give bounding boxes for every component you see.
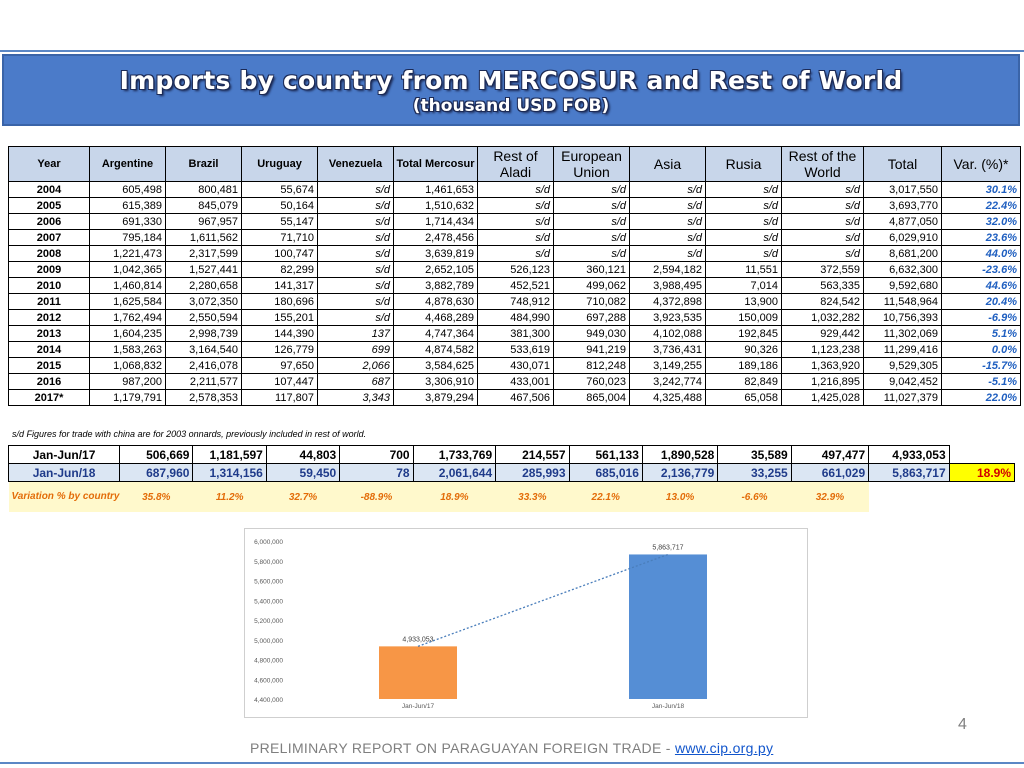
value-cell: 11,027,379 [864, 390, 942, 406]
x-tick-label: Jan-Jun/18 [651, 703, 685, 710]
value-cell: s/d [318, 262, 394, 278]
bar [629, 554, 707, 699]
value-cell: 1,221,473 [90, 246, 166, 262]
variation-cell: -6.9% [942, 310, 1021, 326]
value-cell: 82,299 [242, 262, 318, 278]
value-cell: s/d [554, 198, 630, 214]
year-cell: 2004 [9, 182, 90, 198]
value-cell: 6,029,910 [864, 230, 942, 246]
value-cell: 452,521 [478, 278, 554, 294]
col-header-argentine: Argentine [90, 147, 166, 182]
value-cell: 35,589 [718, 446, 791, 464]
variation-cell: 13.0% [642, 482, 717, 513]
value-cell: 4,747,364 [394, 326, 478, 342]
col-header-venezuela: Venezuela [318, 147, 394, 182]
col-header-total-mercosur: Total Mercosur [394, 147, 478, 182]
value-cell: 2,317,599 [166, 246, 242, 262]
variation-cell: 22.1% [569, 482, 642, 513]
variation-cell: -5.1% [942, 374, 1021, 390]
value-cell: s/d [554, 182, 630, 198]
year-cell: 2013 [9, 326, 90, 342]
value-cell: 4,468,289 [394, 310, 478, 326]
value-cell: 967,957 [166, 214, 242, 230]
halfyear-table-body [9, 446, 1015, 513]
table-row [9, 342, 1021, 358]
col-header-european-union: European Union [554, 147, 630, 182]
value-cell: s/d [318, 198, 394, 214]
value-cell: s/d [318, 214, 394, 230]
value-cell: s/d [706, 214, 782, 230]
value-cell: 941,219 [554, 342, 630, 358]
col-header-year: Year [9, 147, 90, 182]
year-cell: 2005 [9, 198, 90, 214]
value-cell: s/d [630, 246, 706, 262]
value-cell: 360,121 [554, 262, 630, 278]
value-cell: 9,592,680 [864, 278, 942, 294]
variation-label: Variation % by country [9, 482, 120, 513]
value-cell: 97,650 [242, 358, 318, 374]
value-cell: 59,450 [266, 464, 339, 482]
value-cell: 9,529,305 [864, 358, 942, 374]
col-header-rest-of-world: Rest of the World [782, 147, 864, 182]
empty-cell [949, 446, 1014, 464]
year-cell: 2012 [9, 310, 90, 326]
total-variation-cell: 18.9% [949, 464, 1014, 482]
value-cell: 699 [318, 342, 394, 358]
value-cell: 949,030 [554, 326, 630, 342]
value-cell: 1,762,494 [90, 310, 166, 326]
value-cell: 5,863,717 [869, 464, 950, 482]
value-cell: s/d [554, 230, 630, 246]
value-cell: 3,242,774 [630, 374, 706, 390]
table-row [9, 182, 1021, 198]
variation-row [9, 482, 1015, 513]
value-cell: 1,460,814 [90, 278, 166, 294]
empty-cell [949, 482, 1014, 513]
period-cell: Jan-Jun/17 [9, 446, 120, 464]
value-cell: s/d [630, 214, 706, 230]
value-cell: 50,164 [242, 198, 318, 214]
value-cell: 4,878,630 [394, 294, 478, 310]
chart-canvas [245, 529, 807, 717]
value-cell: s/d [478, 246, 554, 262]
value-cell: 8,681,200 [864, 246, 942, 262]
value-cell: 760,023 [554, 374, 630, 390]
value-cell: 1,042,365 [90, 262, 166, 278]
value-cell: 11,299,416 [864, 342, 942, 358]
table-note: s/d Figures for trade with china are for 2003 onnards, previously included in rest of world. [12, 429, 367, 439]
variation-cell: 44.0% [942, 246, 1021, 262]
year-cell: 2007 [9, 230, 90, 246]
value-cell: s/d [318, 278, 394, 294]
imports-table [8, 146, 1021, 406]
data-label: 4,933,053 [402, 636, 434, 644]
value-cell: 3,923,535 [630, 310, 706, 326]
halfyear-row [9, 464, 1015, 482]
variation-cell: 22.4% [942, 198, 1021, 214]
value-cell: 3,584,625 [394, 358, 478, 374]
value-cell: 691,330 [90, 214, 166, 230]
value-cell: s/d [478, 198, 554, 214]
value-cell: 430,071 [478, 358, 554, 374]
value-cell: 141,317 [242, 278, 318, 294]
title-banner [2, 54, 1020, 126]
value-cell: s/d [630, 230, 706, 246]
value-cell: 1,216,895 [782, 374, 864, 390]
value-cell: 117,807 [242, 390, 318, 406]
x-tick-label: Jan-Jun/17 [401, 703, 435, 710]
value-cell: s/d [318, 246, 394, 262]
variation-cell: 44.6% [942, 278, 1021, 294]
value-cell: 100,747 [242, 246, 318, 262]
variation-cell: -23.6% [942, 262, 1021, 278]
variation-cell: 32.7% [266, 482, 339, 513]
value-cell: 2,211,577 [166, 374, 242, 390]
value-cell: 1,604,235 [90, 326, 166, 342]
bottom-rule [0, 762, 1024, 764]
table-row [9, 310, 1021, 326]
table-header-row [9, 147, 1021, 182]
table-row [9, 358, 1021, 374]
table-row [9, 278, 1021, 294]
variation-cell: 20.4% [942, 294, 1021, 310]
col-header-rusia: Rusia [706, 147, 782, 182]
empty-cell [869, 482, 950, 513]
value-cell: 155,201 [242, 310, 318, 326]
value-cell: 55,674 [242, 182, 318, 198]
col-header-rest-of-aladi: Rest of Aladi [478, 147, 554, 182]
value-cell: 661,029 [791, 464, 868, 482]
value-cell: 800,481 [166, 182, 242, 198]
value-cell: 1,625,584 [90, 294, 166, 310]
table-row [9, 294, 1021, 310]
year-cell: 2009 [9, 262, 90, 278]
value-cell: 3,736,431 [630, 342, 706, 358]
value-cell: 3,306,910 [394, 374, 478, 390]
value-cell: 2,416,078 [166, 358, 242, 374]
year-cell: 2011 [9, 294, 90, 310]
imports-table-body [9, 182, 1021, 406]
col-header-asia: Asia [630, 147, 706, 182]
value-cell: 1,123,238 [782, 342, 864, 358]
value-cell: 845,079 [166, 198, 242, 214]
year-cell: 2008 [9, 246, 90, 262]
value-cell: 189,186 [706, 358, 782, 374]
value-cell: s/d [782, 230, 864, 246]
value-cell: 1,032,282 [782, 310, 864, 326]
value-cell: 687,960 [120, 464, 193, 482]
value-cell: 2,998,739 [166, 326, 242, 342]
value-cell: 11,551 [706, 262, 782, 278]
footer-link[interactable]: www.cip.org.py [674, 740, 774, 756]
top-rule [0, 50, 1024, 52]
y-tick-label: 5,800,000 [254, 558, 283, 566]
value-cell: 4,877,050 [864, 214, 942, 230]
value-cell: 1,179,791 [90, 390, 166, 406]
value-cell: 433,001 [478, 374, 554, 390]
table-row [9, 374, 1021, 390]
variation-cell: 32.9% [791, 482, 868, 513]
value-cell: 126,779 [242, 342, 318, 358]
value-cell: s/d [706, 182, 782, 198]
value-cell: 795,184 [90, 230, 166, 246]
y-tick-label: 4,400,000 [254, 697, 283, 704]
value-cell: 150,009 [706, 310, 782, 326]
value-cell: 748,912 [478, 294, 554, 310]
value-cell: 685,016 [569, 464, 642, 482]
page-number: 4 [958, 716, 967, 733]
variation-cell: 18.9% [413, 482, 496, 513]
period-cell: Jan-Jun/18 [9, 464, 120, 482]
value-cell: 1,527,441 [166, 262, 242, 278]
variation-cell: 23.6% [942, 230, 1021, 246]
table-row [9, 214, 1021, 230]
halfyear-row [9, 446, 1015, 464]
table-row [9, 246, 1021, 262]
value-cell: 144,390 [242, 326, 318, 342]
value-cell: s/d [478, 230, 554, 246]
table-row [9, 198, 1021, 214]
col-header-variation: Var. (%)* [942, 147, 1021, 182]
value-cell: 180,696 [242, 294, 318, 310]
y-tick-label: 5,000,000 [254, 637, 283, 645]
y-tick-label: 4,600,000 [254, 677, 283, 685]
variation-cell: 22.0% [942, 390, 1021, 406]
value-cell: 11,302,069 [864, 326, 942, 342]
year-cell: 2016 [9, 374, 90, 390]
value-cell: 33,255 [718, 464, 791, 482]
value-cell: s/d [478, 214, 554, 230]
footer [250, 740, 773, 756]
value-cell: s/d [554, 214, 630, 230]
value-cell: 2,066 [318, 358, 394, 374]
value-cell: 4,372,898 [630, 294, 706, 310]
value-cell: 2,594,182 [630, 262, 706, 278]
value-cell: 2,578,353 [166, 390, 242, 406]
value-cell: 4,325,488 [630, 390, 706, 406]
value-cell: 10,756,393 [864, 310, 942, 326]
value-cell: s/d [630, 182, 706, 198]
value-cell: s/d [782, 214, 864, 230]
value-cell: 3,639,819 [394, 246, 478, 262]
variation-cell: -15.7% [942, 358, 1021, 374]
value-cell: 1,890,528 [642, 446, 717, 464]
variation-cell: 35.8% [120, 482, 193, 513]
value-cell: 44,803 [266, 446, 339, 464]
year-cell: 2010 [9, 278, 90, 294]
value-cell: 107,447 [242, 374, 318, 390]
value-cell: 11,548,964 [864, 294, 942, 310]
value-cell: s/d [706, 246, 782, 262]
value-cell: 1,583,263 [90, 342, 166, 358]
value-cell: 2,478,456 [394, 230, 478, 246]
table-row [9, 230, 1021, 246]
value-cell: 65,058 [706, 390, 782, 406]
value-cell: 78 [340, 464, 413, 482]
value-cell: 9,042,452 [864, 374, 942, 390]
value-cell: 285,993 [496, 464, 569, 482]
bar [379, 646, 457, 699]
year-cell: 2014 [9, 342, 90, 358]
slide-subtitle: (thousand USD FOB) [412, 96, 610, 116]
value-cell: 13,900 [706, 294, 782, 310]
value-cell: 929,442 [782, 326, 864, 342]
value-cell: 192,845 [706, 326, 782, 342]
value-cell: 1,425,028 [782, 390, 864, 406]
value-cell: 3,164,540 [166, 342, 242, 358]
variation-cell: -6.6% [718, 482, 791, 513]
y-tick-label: 5,600,000 [254, 578, 283, 586]
value-cell: 137 [318, 326, 394, 342]
value-cell: 3,693,770 [864, 198, 942, 214]
value-cell: 90,326 [706, 342, 782, 358]
value-cell: 812,248 [554, 358, 630, 374]
halfyear-table [8, 445, 1015, 512]
value-cell: s/d [478, 182, 554, 198]
value-cell: 700 [340, 446, 413, 464]
value-cell: 1,510,632 [394, 198, 478, 214]
value-cell: 7,014 [706, 278, 782, 294]
col-header-brazil: Brazil [166, 147, 242, 182]
value-cell: s/d [318, 182, 394, 198]
value-cell: s/d [318, 310, 394, 326]
year-cell: 2015 [9, 358, 90, 374]
value-cell: 499,062 [554, 278, 630, 294]
value-cell: 3,149,255 [630, 358, 706, 374]
value-cell: 1,733,769 [413, 446, 496, 464]
value-cell: 1,714,434 [394, 214, 478, 230]
value-cell: 2,652,105 [394, 262, 478, 278]
value-cell: 214,557 [496, 446, 569, 464]
footer-text: PRELIMINARY REPORT ON PARAGUAYAN FOREIGN TRADE - [250, 740, 675, 756]
table-row [9, 390, 1021, 406]
value-cell: 824,542 [782, 294, 864, 310]
value-cell: s/d [318, 230, 394, 246]
variation-cell: -88.9% [340, 482, 413, 513]
value-cell: s/d [554, 246, 630, 262]
value-cell: 2,061,644 [413, 464, 496, 482]
value-cell: 3,882,789 [394, 278, 478, 294]
y-tick-label: 5,200,000 [254, 618, 283, 625]
value-cell: s/d [706, 230, 782, 246]
col-header-uruguay: Uruguay [242, 147, 318, 182]
value-cell: 372,559 [782, 262, 864, 278]
value-cell: 605,498 [90, 182, 166, 198]
value-cell: 710,082 [554, 294, 630, 310]
value-cell: 3,072,350 [166, 294, 242, 310]
value-cell: 6,632,300 [864, 262, 942, 278]
value-cell: 865,004 [554, 390, 630, 406]
value-cell: 563,335 [782, 278, 864, 294]
value-cell: s/d [782, 198, 864, 214]
value-cell: s/d [706, 198, 782, 214]
value-cell: 82,849 [706, 374, 782, 390]
value-cell: 4,102,088 [630, 326, 706, 342]
value-cell: 484,990 [478, 310, 554, 326]
year-cell: 2006 [9, 214, 90, 230]
value-cell: 1,181,597 [193, 446, 266, 464]
col-header-total: Total [864, 147, 942, 182]
table-row [9, 326, 1021, 342]
value-cell: 4,874,582 [394, 342, 478, 358]
value-cell: 526,123 [478, 262, 554, 278]
value-cell: 506,669 [120, 446, 193, 464]
value-cell: 467,506 [478, 390, 554, 406]
value-cell: 1,314,156 [193, 464, 266, 482]
value-cell: 2,280,658 [166, 278, 242, 294]
value-cell: 497,477 [791, 446, 868, 464]
table-row [9, 262, 1021, 278]
value-cell: 3,988,495 [630, 278, 706, 294]
value-cell: s/d [782, 246, 864, 262]
value-cell: 381,300 [478, 326, 554, 342]
value-cell: 1,363,920 [782, 358, 864, 374]
data-label: 5,863,717 [652, 544, 684, 552]
value-cell: s/d [782, 182, 864, 198]
variation-cell: 11.2% [193, 482, 266, 513]
value-cell: 71,710 [242, 230, 318, 246]
value-cell: 3,879,294 [394, 390, 478, 406]
value-cell: 687 [318, 374, 394, 390]
value-cell: 2,550,594 [166, 310, 242, 326]
variation-cell: 30.1% [942, 182, 1021, 198]
y-tick-label: 4,800,000 [254, 657, 283, 665]
year-cell: 2017* [9, 390, 90, 406]
value-cell: s/d [318, 294, 394, 310]
value-cell: s/d [630, 198, 706, 214]
value-cell: 2,136,779 [642, 464, 717, 482]
value-cell: 55,147 [242, 214, 318, 230]
variation-cell: 33.3% [496, 482, 569, 513]
value-cell: 987,200 [90, 374, 166, 390]
variation-cell: 32.0% [942, 214, 1021, 230]
halfyear-bar-chart [244, 528, 808, 718]
value-cell: 3,017,550 [864, 182, 942, 198]
value-cell: 1,461,653 [394, 182, 478, 198]
value-cell: 533,619 [478, 342, 554, 358]
value-cell: 615,389 [90, 198, 166, 214]
variation-cell: 5.1% [942, 326, 1021, 342]
value-cell: 697,288 [554, 310, 630, 326]
y-tick-label: 5,400,000 [254, 598, 283, 606]
value-cell: 1,611,562 [166, 230, 242, 246]
y-tick-label: 6,000,000 [254, 539, 283, 546]
variation-cell: 0.0% [942, 342, 1021, 358]
value-cell: 3,343 [318, 390, 394, 406]
value-cell: 4,933,053 [869, 446, 950, 464]
value-cell: 561,133 [569, 446, 642, 464]
slide-title: Imports by country from MERCOSUR and Rest of World [119, 66, 903, 95]
value-cell: 1,068,832 [90, 358, 166, 374]
